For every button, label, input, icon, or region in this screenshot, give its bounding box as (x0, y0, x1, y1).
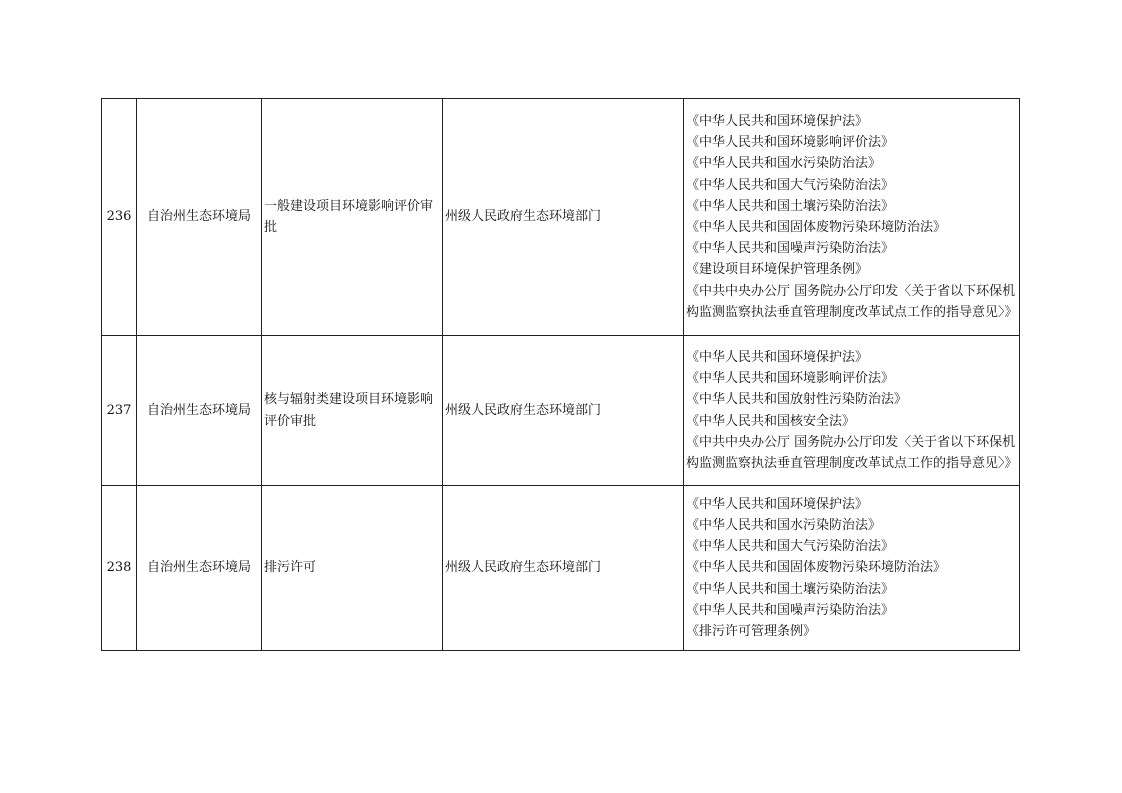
legal-basis-item: 《中共中央办公厅 国务院办公厅印发〈关于省以下环保机构监测监察执法垂直管理制度改革试点工作的指导意见〉》 (686, 283, 1018, 320)
row-number: 238 (102, 486, 137, 651)
implementer-cell: 州级人民政府生态环境部门 (443, 336, 684, 486)
legal-basis-item: 《中华人民共和国大气污染防治法》 (686, 177, 895, 193)
department-cell: 自治州生态环境局 (137, 336, 262, 486)
table-row (102, 486, 1020, 651)
legal-basis-item: 《中华人民共和国水污染防治法》 (686, 156, 882, 172)
legal-basis-item: 《中华人民共和国水污染防治法》 (686, 517, 882, 533)
row-number: 237 (102, 336, 137, 486)
implementer-cell: 州级人民政府生态环境部门 (443, 99, 684, 336)
item-name-cell: 排污许可 (262, 486, 443, 651)
department-cell: 自治州生态环境局 (137, 486, 262, 651)
legal-basis-item: 《中华人民共和国环境影响评价法》 (686, 135, 895, 151)
power-list-table (101, 98, 1020, 651)
legal-basis-item: 《中华人民共和国土壤污染防治法》 (686, 198, 895, 214)
table-row (102, 99, 1020, 336)
item-name-cell: 一般建设项目环境影响评价审批 (262, 99, 443, 336)
legal-basis-item: 《建设项目环境保护管理条例》 (686, 262, 869, 278)
legal-basis-item: 《中华人民共和国大气污染防治法》 (686, 539, 895, 555)
legal-basis-item: 《中华人民共和国固体废物污染环境防治法》 (686, 560, 947, 576)
legal-basis-item: 《排污许可管理条例》 (686, 624, 817, 639)
legal-basis-item: 《中华人民共和国环境保护法》 (686, 113, 869, 129)
table-row (102, 336, 1020, 486)
legal-basis-item: 《中华人民共和国放射性污染防治法》 (686, 392, 908, 408)
item-name-cell: 核与辐射类建设项目环境影响评价审批 (262, 336, 443, 486)
department-cell: 自治州生态环境局 (137, 99, 262, 336)
implementer-cell: 州级人民政府生态环境部门 (443, 486, 684, 651)
legal-basis-item: 《中华人民共和国环境保护法》 (686, 496, 869, 512)
legal-basis-item: 《中共中央办公厅 国务院办公厅印发〈关于省以下环保机构监测监察执法垂直管理制度改革试点工作的指导意见〉》 (686, 434, 1018, 471)
row-number: 236 (102, 99, 137, 336)
legal-basis-item: 《中华人民共和国噪声污染防治法》 (686, 241, 895, 257)
legal-basis-item: 《中华人民共和国固体废物污染环境防治法》 (686, 220, 947, 235)
legal-basis-item: 《中华人民共和国噪声污染防治法》 (686, 602, 895, 618)
legal-basis-cell (684, 99, 1020, 336)
legal-basis-item: 《中华人民共和国环境影响评价法》 (686, 371, 895, 387)
legal-basis-cell (684, 486, 1020, 651)
legal-basis-item: 《中华人民共和国环境保护法》 (686, 349, 869, 365)
legal-basis-item: 《中华人民共和国核安全法》 (686, 413, 856, 429)
legal-basis-item: 《中华人民共和国土壤污染防治法》 (686, 581, 895, 597)
legal-basis-cell (684, 336, 1020, 486)
